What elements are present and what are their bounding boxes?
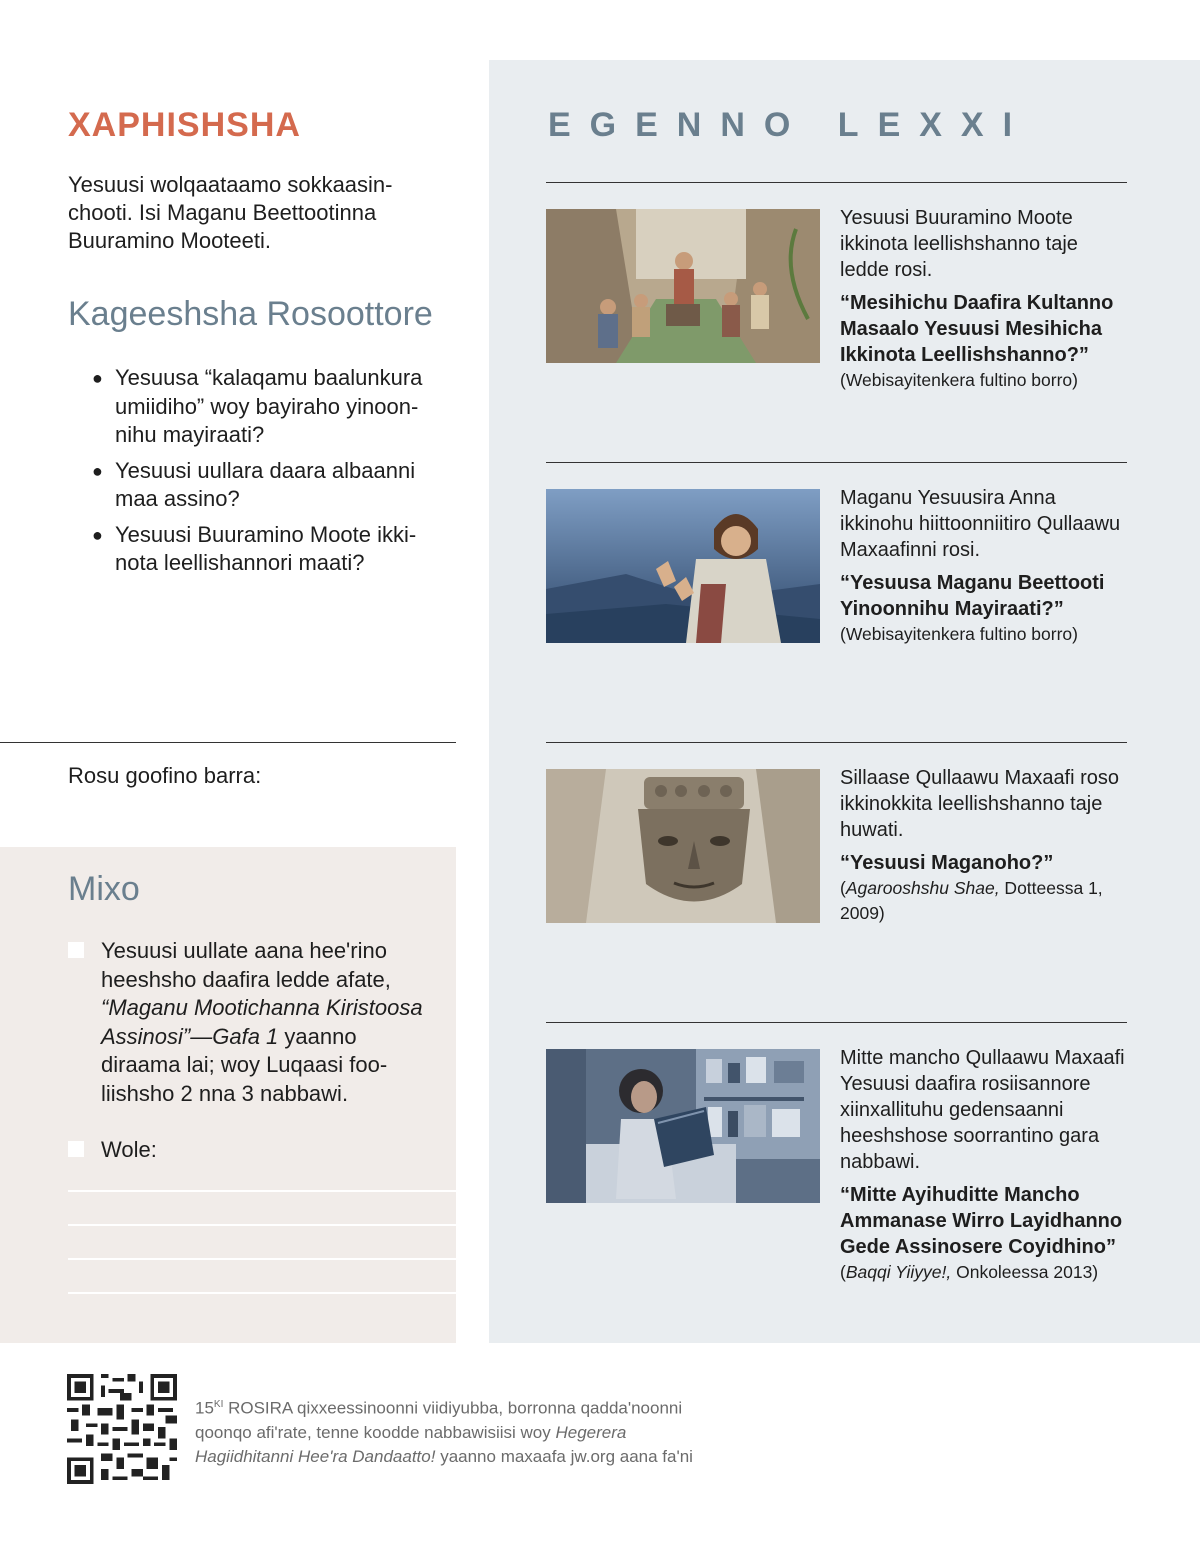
- divider: [0, 742, 456, 743]
- illustration-icon: [546, 1049, 820, 1203]
- illustration-icon: [546, 769, 820, 923]
- article-link[interactable]: “Mesihichu Daafira Kultanno Masaalo Yesuusi Mesihicha Ikkinota Leellishshanno?”: [840, 292, 1114, 366]
- write-line[interactable]: [68, 1224, 456, 1226]
- article-link[interactable]: “Yesuusi Maganoho?”: [840, 852, 1054, 874]
- jesus-praying-image[interactable]: [546, 489, 820, 643]
- learn-more-entry: Mitte mancho Qullaawu Maxaafi Yesuusi daafira rosiisannore xiinxallituhu gedensaanni heeshshose soorrantino gara nabbawi. “Mitte Ayihuditte Mancho Ammanase Wirro Layidhanno Gede Assinosere Coyidhino” (Baqqi Yiiyye!, Onkoleessa 2013): [840, 1045, 1130, 1285]
- qr-code-icon[interactable]: [67, 1374, 177, 1484]
- bullet-icon: ●: [92, 368, 103, 388]
- checkbox[interactable]: [68, 1141, 84, 1157]
- checkbox[interactable]: [68, 942, 84, 958]
- review-question: ● Yesuusi Buuramino Moote ikkinota leellishannori maati?: [92, 521, 417, 575]
- learn-more-entry: Yesuusi Buuramino Moote ikkinota leellishshanno taje ledde rosi. “Mesihichu Daafira Kultanno Masaalo Yesuusi Mesihicha Ikkinota Leellishshanno?” (Webisayitenkera fultino borro): [840, 205, 1130, 393]
- footer-note: $15^{KI}$ ROSIRA qixxeessinoonni viidiyubba, borronna qadda'noonni qoonqo afi'rate, tenne koodde nabbawisiisi woy Hegerera Hagiidhitanni Hee'ra Dandaatto! yaanno maxaafa jw.org aana fa'ni: [195, 1398, 693, 1466]
- illustration-icon: [546, 489, 820, 643]
- summary-title: XAPHISHSHA: [68, 106, 301, 144]
- goal-title: Mixo: [68, 870, 140, 908]
- date-label: Rosu goofino barra:: [68, 763, 262, 788]
- write-line[interactable]: [68, 1292, 456, 1294]
- write-line[interactable]: [68, 1190, 456, 1192]
- woman-reading-image[interactable]: [546, 1049, 820, 1203]
- bullet-icon: ●: [92, 460, 103, 481]
- review-questions-list: [90, 364, 450, 585]
- learn-more-entry: Sillaase Qullaawu Maxaafi roso ikkinokkita leellishshanno taje huwati. “Yesuusi Maganoho?” (Agarooshshu Shae, Dotteessa 1, 2009): [840, 765, 1130, 926]
- goal-item-other: Wole:: [68, 1136, 438, 1165]
- stone-carving-image[interactable]: [546, 769, 820, 923]
- review-question: ● Yesuusi uullara daara albaanni maa assino?: [92, 457, 416, 511]
- divider: [546, 742, 1127, 743]
- divider: [546, 182, 1127, 183]
- summary-text: Yesuusi wolqaataamo sokkaasinchooti. Isi Maganu Beettootinna Buuramino Mooteeti.: [68, 172, 393, 253]
- review-question: ● Yesuusa “kalaqamu baalunkura umiidiho” woy bayiraho yinoonnihu mayiraati?: [92, 365, 423, 447]
- review-title: Kageeshsha Rosoottore: [68, 295, 433, 333]
- learn-more-title: EGENNO LEXXI: [548, 106, 1032, 144]
- jesus-riding-donkey-image[interactable]: [546, 209, 820, 363]
- write-line[interactable]: [68, 1258, 456, 1260]
- illustration-icon: [546, 209, 820, 363]
- article-link[interactable]: “Yesuusa Maganu Beettooti Yinoonnihu Mayiraati?”: [840, 572, 1105, 620]
- bullet-icon: ●: [92, 524, 103, 545]
- goal-item-watch: Yesuusi uullate aana hee'rino heeshsho daafira ledde afate, “Maganu Mootichanna Kiristoosa Assinosi”—Gafa 1 yaanno diraama lai; woy Luqaasi fooliishsho 2 nna 3 nabbawi.: [68, 937, 438, 1108]
- divider: [546, 1022, 1127, 1023]
- article-link[interactable]: “Mitte Ayihuditte Mancho Ammanase Wirro Layidhanno Gede Assinosere Coyidhino”: [840, 1184, 1123, 1258]
- divider: [546, 462, 1127, 463]
- learn-more-entry: Maganu Yesuusira Anna ikkinohu hiittoonniitiro Qullaawu Maxaafinni rosi. “Yesuusa Maganu Beettooti Yinoonnihu Mayiraati?” (Webisayitenkera fultino borro): [840, 485, 1130, 647]
